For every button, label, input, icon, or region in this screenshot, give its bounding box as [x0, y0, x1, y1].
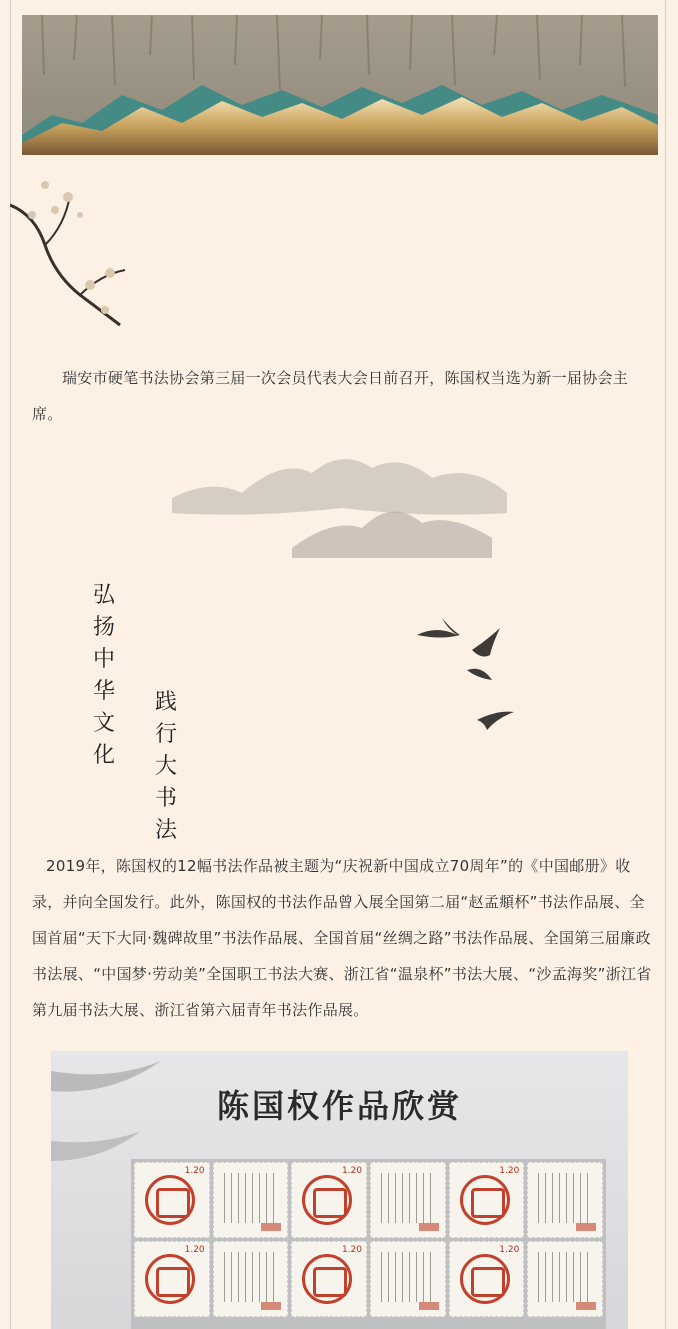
calligraphy-script-icon — [538, 1173, 593, 1223]
red-seal-icon — [460, 1175, 510, 1225]
stamp-face-value: 1.20 — [499, 1245, 520, 1255]
red-seal-icon — [145, 1254, 195, 1304]
red-seal-icon — [302, 1175, 352, 1225]
stamp-face-value: 1.20 — [341, 1245, 362, 1255]
red-seal-icon — [302, 1254, 352, 1304]
seal-stamp — [449, 1241, 525, 1317]
seal-stamp — [134, 1241, 210, 1317]
seal-stamp — [449, 1162, 525, 1238]
swallows-image — [412, 610, 522, 738]
calligraphy-stamp — [213, 1241, 289, 1317]
calligraphy-script-icon — [224, 1252, 279, 1302]
calligraphy-script-icon — [538, 1252, 593, 1302]
stamp-face-value: 1.20 — [341, 1166, 362, 1176]
calligraphy-stamp — [370, 1162, 446, 1238]
stamp-face-value: 1.20 — [499, 1166, 520, 1176]
calligraphy-stamp — [527, 1241, 603, 1317]
calligraphy-script-icon — [381, 1173, 436, 1223]
intro-paragraph: 瑞安市硬笔书法协会第三届一次会员代表大会日前召开，陈国权当选为新一届协会主席。 — [32, 369, 629, 423]
red-seal-icon — [460, 1254, 510, 1304]
heading-vertical-line-1: 弘扬中华文化 — [92, 583, 115, 768]
landscape-banner-image — [22, 15, 658, 155]
misty-mountains-image — [172, 438, 507, 568]
seal-stamp — [291, 1162, 367, 1238]
stamp-face-value: 1.20 — [184, 1166, 205, 1176]
plum-blossom-branch-image — [10, 175, 140, 335]
achievements-paragraph: 2019年，陈国权的12幅书法作品被主题为“庆祝新中国成立70周年”的《中国邮册》收录，并向全国发行。此外，陈国权的书法作品曾入展全国第二届“赵孟頫杯”书法作品展、全国首届“天下大同·魏碑故里”书法作品展、全国首届“丝绸之路”书法作品展、全国第三届廉政书法展、“中国梦·劳动美”全国职工书法大赛、浙江省“温泉杯”书法大展、“沙孟海奖”浙江省第九届书法大展、浙江省第六届青年书法作品展。 — [32, 857, 652, 1019]
stamp-album-photo — [51, 1051, 628, 1329]
stamp-face-value: 1.20 — [184, 1245, 205, 1255]
calligraphy-stamp — [213, 1162, 289, 1238]
red-seal-icon — [145, 1175, 195, 1225]
seal-stamp — [291, 1241, 367, 1317]
seal-stamp — [134, 1162, 210, 1238]
calligraphy-script-icon — [224, 1173, 279, 1223]
stamp-sheet — [131, 1159, 606, 1329]
calligraphy-stamp — [370, 1241, 446, 1317]
photo-title: 陈国权作品欣赏 — [216, 1087, 462, 1125]
calligraphy-stamp — [527, 1162, 603, 1238]
calligraphy-script-icon — [381, 1252, 436, 1302]
heading-vertical-line-2: 践行大书法 — [154, 690, 177, 843]
